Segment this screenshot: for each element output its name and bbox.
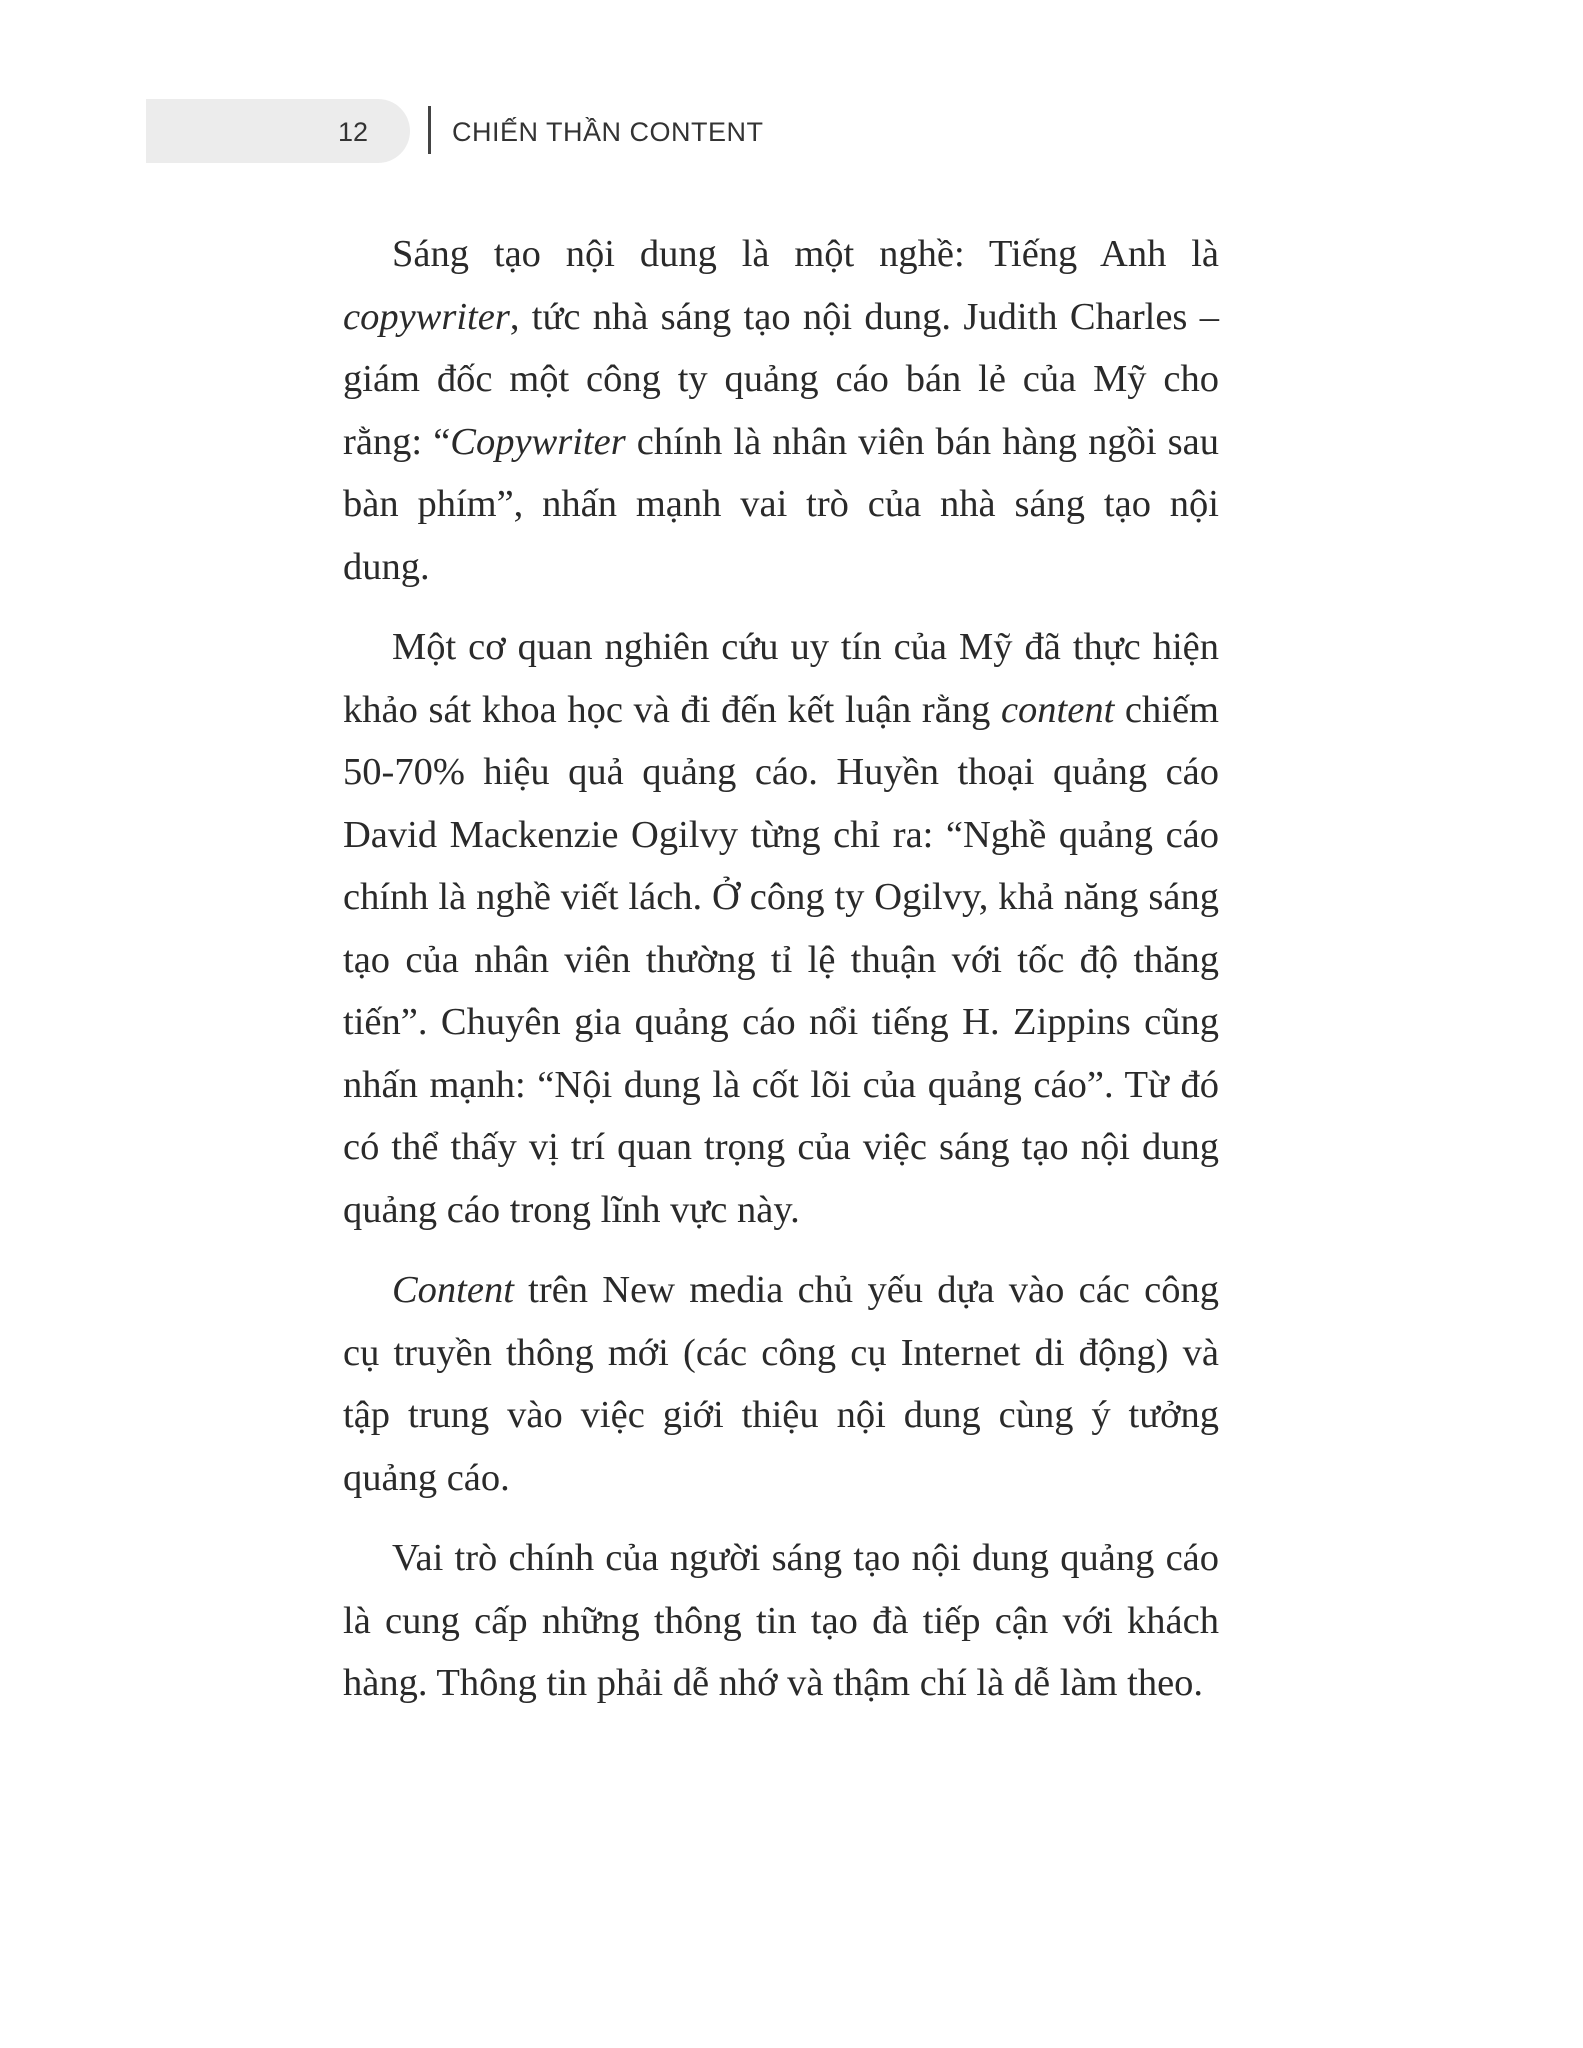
italic-term: content bbox=[1000, 688, 1115, 731]
text-segment: chiếm 50-70% hiệu quả quảng cáo. Huyền thoại quảng cáo David Mackenzie Ogilvy từng chỉ ra: “Nghề quảng cáo chính là nghề viết lách. Ở công ty Ogilvy, khả năng sáng tạo của nhân viên thường tỉ lệ thuận với tốc độ thăng tiến”. Chuyên gia quảng cáo nổi tiếng H. Zippins cũng nhấn mạnh: “Nội dung là cốt lõi của quảng cáo”. Từ đó có thể thấy vị trí quan trọng của việc sáng tạo nội dung quảng cáo trong lĩnh vực này. bbox=[343, 688, 1219, 1231]
paragraph-1 bbox=[343, 223, 1219, 598]
text-segment: Vai trò chính của người sáng tạo nội dung quảng cáo là cung cấp những thông tin tạo đà tiếp cận với khách hàng. Thông tin phải dễ nhớ và thậm chí là dễ làm theo. bbox=[343, 1537, 1219, 1704]
page-number: 12 bbox=[338, 117, 369, 147]
italic-term: Content bbox=[392, 1269, 514, 1311]
text-segment: trên New media chủ yếu dựa vào các công cụ truyền thông mới (các công cụ Internet di động) và tập trung vào việc giới thiệu nội dung cùng ý tưởng quảng cáo. bbox=[343, 1269, 1219, 1499]
page-number-tab bbox=[146, 99, 410, 163]
text-segment: , tức nhà sáng tạo nội dung. Judith Charles – giám đốc một công ty quảng cáo bán lẻ của Mỹ cho rằng: “ bbox=[343, 295, 1219, 463]
paragraph-2 bbox=[343, 616, 1219, 1241]
italic-term: Copywriter bbox=[450, 420, 626, 463]
paragraph-3 bbox=[343, 1259, 1219, 1509]
text-segment: chính là nhân viên bán hàng ngồi sau bàn phím”, nhấn mạnh vai trò của nhà sáng tạo nội dung. bbox=[343, 420, 1219, 588]
text-segment: Sáng tạo nội dung là một nghề: Tiếng Anh là bbox=[392, 233, 1219, 275]
body-text bbox=[343, 223, 1219, 1733]
italic-term: copywriter bbox=[343, 295, 510, 338]
paragraph-4 bbox=[343, 1527, 1219, 1715]
running-title: CHIẾN THẦN CONTENT bbox=[452, 117, 764, 147]
header-divider bbox=[428, 106, 431, 154]
text-segment: Một cơ quan nghiên cứu uy tín của Mỹ đã thực hiện khảo sát khoa học và đi đến kết luận rằng bbox=[343, 626, 1219, 731]
